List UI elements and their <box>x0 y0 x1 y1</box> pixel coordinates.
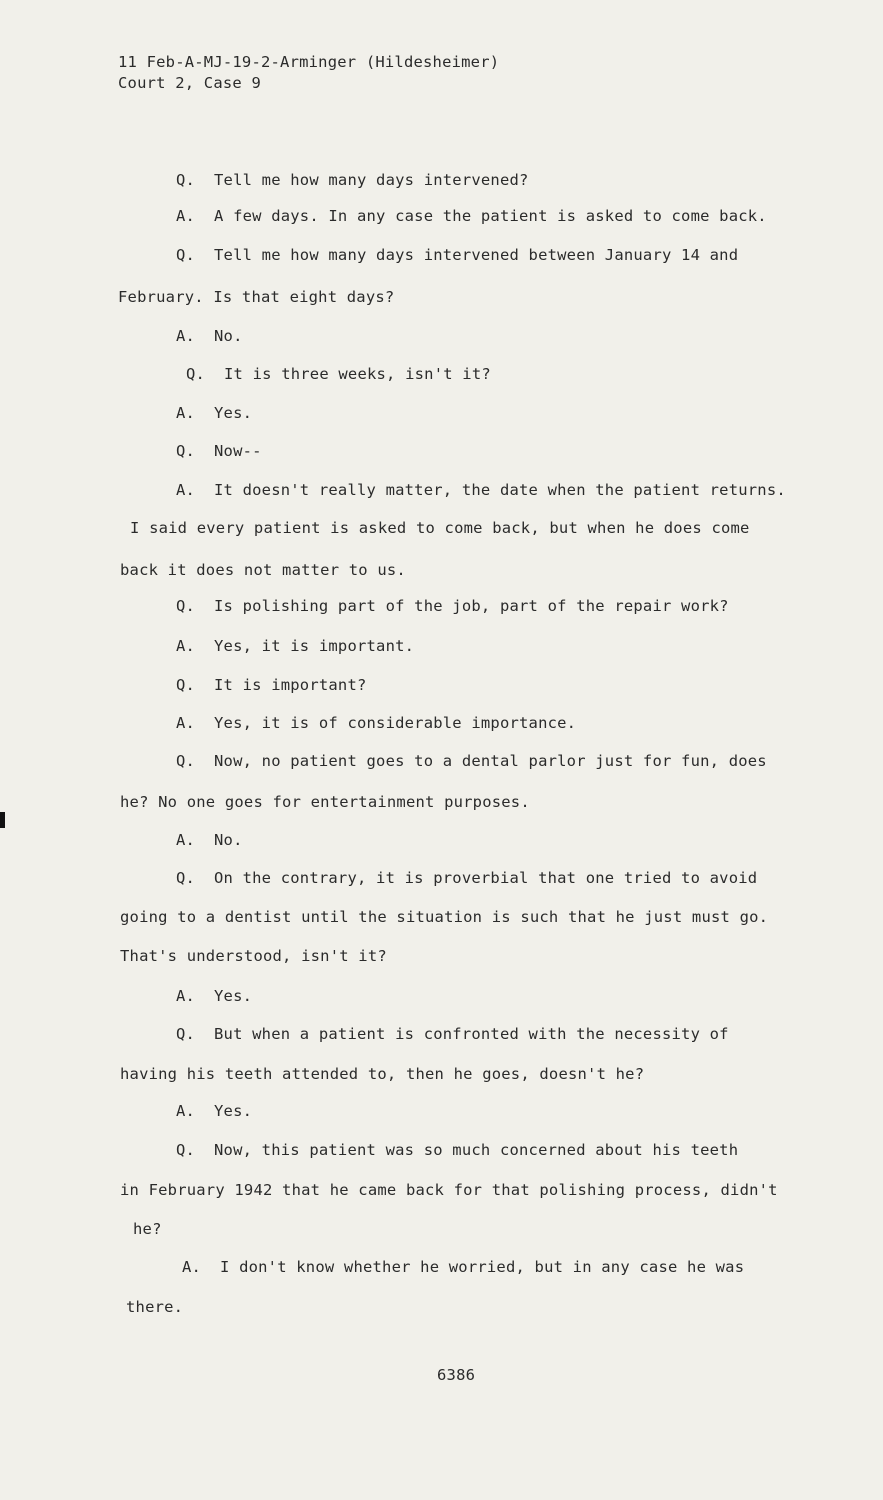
transcript-line <box>130 518 750 538</box>
line-text: Yes, it is important. <box>214 637 415 655</box>
page-number: 6386 <box>437 1366 476 1384</box>
speaker-label: A. <box>182 1258 202 1276</box>
transcript-line <box>176 830 243 850</box>
line-text: It doesn't really matter, the date when the patient returns. <box>214 481 786 499</box>
transcript-line <box>176 636 414 656</box>
line-text: Is polishing part of the job, part of the repair work? <box>214 597 729 615</box>
line-text: he? No one goes for entertainment purposes. <box>120 793 530 811</box>
line-text: That's understood, isn't it? <box>120 947 387 965</box>
transcript-line <box>176 1024 729 1044</box>
line-text: Now-- <box>214 442 262 460</box>
line-text: But when a patient is confronted with the necessity of <box>214 1025 729 1043</box>
speaker-label: Q. <box>176 752 196 770</box>
line-text: I said every patient is asked to come back, but when he does come <box>130 519 750 537</box>
transcript-line <box>176 245 738 265</box>
speaker-label: A. <box>176 1102 196 1120</box>
transcript-line <box>133 1219 162 1239</box>
transcript-line <box>176 868 757 888</box>
line-text: Now, no patient goes to a dental parlor just for fun, does <box>214 752 767 770</box>
speaker-label: Q. <box>176 597 196 615</box>
speaker-label: A. <box>176 714 196 732</box>
transcript-line <box>120 907 768 927</box>
transcript-line <box>176 170 529 190</box>
line-text: Yes. <box>214 987 253 1005</box>
transcript-line <box>176 596 729 616</box>
header-line-2: Court 2, Case 9 <box>118 74 261 92</box>
header-line-1: 11 Feb-A-MJ-19-2-Arminger (Hildesheimer) <box>118 53 500 71</box>
transcript-line <box>176 206 767 226</box>
speaker-label: Q. <box>186 365 206 383</box>
transcript-line <box>118 287 394 307</box>
speaker-label: Q. <box>176 869 196 887</box>
transcript-line <box>176 751 767 771</box>
line-text: Tell me how many days intervened? <box>214 171 529 189</box>
transcript-line <box>186 364 491 384</box>
transcript-line <box>120 1064 644 1084</box>
speaker-label: A. <box>176 481 196 499</box>
speaker-label: Q. <box>176 676 196 694</box>
line-text: Yes, it is of considerable importance. <box>214 714 577 732</box>
speaker-label: Q. <box>176 1141 196 1159</box>
line-text: I don't know whether he worried, but in any case he was <box>220 1258 745 1276</box>
speaker-label: A. <box>176 831 196 849</box>
line-text: No. <box>214 327 243 345</box>
transcript-line <box>182 1257 744 1277</box>
transcript-line <box>176 713 576 733</box>
transcript-line <box>176 480 786 500</box>
transcript-line <box>120 946 387 966</box>
speaker-label: Q. <box>176 442 196 460</box>
speaker-label: A. <box>176 207 196 225</box>
transcript-line <box>176 1140 738 1160</box>
transcript-line <box>126 1297 183 1317</box>
line-text: going to a dentist until the situation is such that he just must go. <box>120 908 769 926</box>
transcript-line <box>176 1101 252 1121</box>
line-text: It is three weeks, isn't it? <box>224 365 491 383</box>
line-text: having his teeth attended to, then he goes, doesn't he? <box>120 1065 645 1083</box>
line-text: It is important? <box>214 676 367 694</box>
line-text: back it does not matter to us. <box>120 561 406 579</box>
transcript-line <box>176 441 262 461</box>
speaker-label: Q. <box>176 1025 196 1043</box>
transcript-line <box>176 403 252 423</box>
speaker-label: Q. <box>176 171 196 189</box>
speaker-label: A. <box>176 327 196 345</box>
line-text: Tell me how many days intervened between January 14 and <box>214 246 739 264</box>
line-text: Yes. <box>214 1102 253 1120</box>
line-text: Yes. <box>214 404 253 422</box>
line-text: On the contrary, it is proverbial that one tried to avoid <box>214 869 758 887</box>
transcript-line <box>176 675 367 695</box>
transcript-line <box>120 1180 778 1200</box>
line-text: in February 1942 that he came back for that polishing process, didn't <box>120 1181 778 1199</box>
transcript-line <box>176 986 252 1006</box>
transcript-line <box>120 792 530 812</box>
transcript-line <box>120 560 406 580</box>
speaker-label: Q. <box>176 246 196 264</box>
speaker-label: A. <box>176 637 196 655</box>
line-text: No. <box>214 831 243 849</box>
speaker-label: A. <box>176 987 196 1005</box>
line-text: February. Is that eight days? <box>118 288 395 306</box>
line-text: there. <box>126 1298 184 1316</box>
transcript-line <box>176 326 243 346</box>
speaker-label: A. <box>176 404 196 422</box>
line-text: A few days. In any case the patient is asked to come back. <box>214 207 767 225</box>
line-text: he? <box>133 1220 162 1238</box>
line-text: Now, this patient was so much concerned about his teeth <box>214 1141 739 1159</box>
margin-mark <box>0 812 5 828</box>
